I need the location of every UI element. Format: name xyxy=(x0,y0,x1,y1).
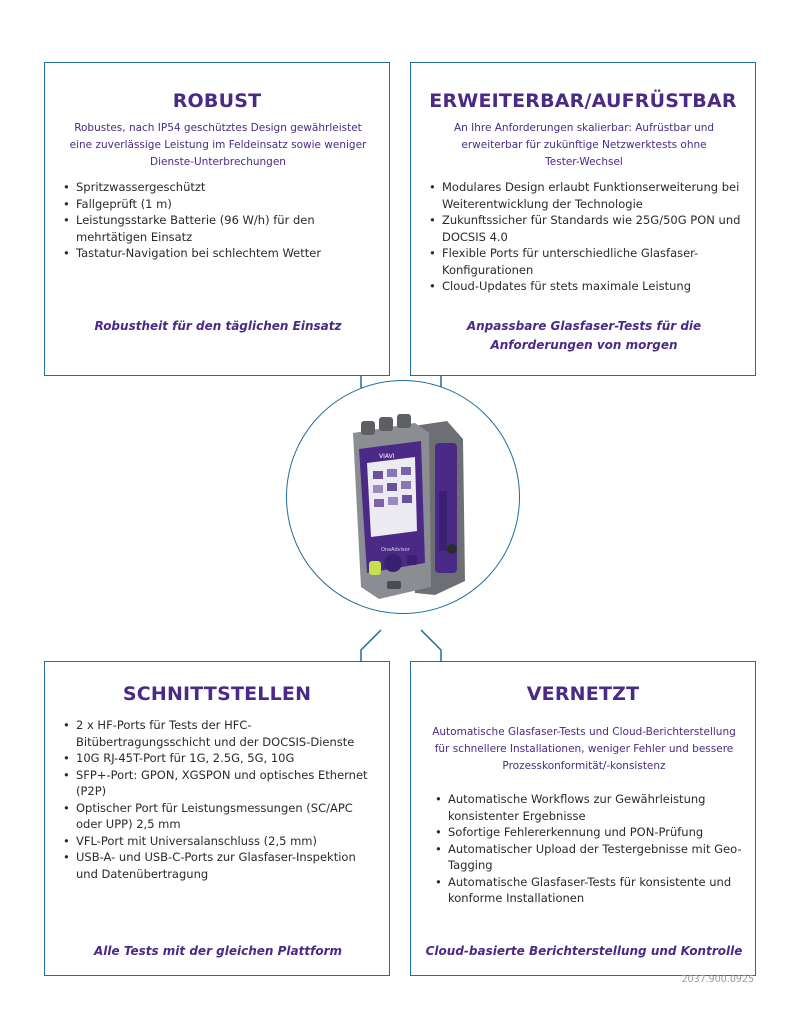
card-connected xyxy=(410,661,756,976)
subtitle-line: eine zuverlässige Leistung im Feldeinsatz sowie weniger xyxy=(69,139,367,151)
card-connected-subtitle xyxy=(419,724,749,775)
card-robust-subtitle xyxy=(59,120,377,171)
list-item: • USB-A- und USB-C-Ports zur Glasfaser-Inspektion und Datenübertragung xyxy=(63,849,381,882)
list-item: • Automatische Glasfaser-Tests für konsistente und konforme Installationen xyxy=(435,874,747,907)
tagline-line: Anpassbare Glasfaser-Tests für die xyxy=(466,319,702,333)
list-item: • Automatische Workflows zur Gewährleistung konsistenter Ergebnisse xyxy=(435,791,747,824)
list-item: • Modulares Design erlaubt Funktionserweiterung bei Weiterentwicklung der Technologie xyxy=(429,179,747,212)
list-item: • Zukunftssicher für Standards wie 25G/50G PON und DOCSIS 4.0 xyxy=(429,212,747,245)
card-robust-tagline: Robustheit für den täglichen Einsatz xyxy=(94,319,342,333)
document-number: 2037.900.0925 xyxy=(681,974,754,985)
card-expandable-tagline xyxy=(421,317,747,355)
list-item: • 2 x HF-Ports für Tests der HFC-Bitübertragungsschicht und der DOCSIS-Dienste xyxy=(63,717,381,750)
card-expandable xyxy=(410,62,756,376)
card-expandable-bullets xyxy=(429,179,747,295)
card-robust-bullets xyxy=(63,179,363,262)
subtitle-line: Prozesskonformität/-konsistenz xyxy=(502,760,666,772)
list-item: • Spritzwassergeschützt xyxy=(63,179,363,196)
card-interfaces-bullets xyxy=(63,717,381,882)
card-interfaces xyxy=(44,661,390,976)
subtitle-line: für schnellere Installationen, weniger Fehler und bessere xyxy=(434,743,734,755)
list-item: • SFP+-Port: GPON, XGSPON und optisches Ethernet (P2P) xyxy=(63,767,381,800)
list-item: • Cloud-Updates für stets maximale Leistung xyxy=(429,278,747,295)
subtitle-line: Robustes, nach IP54 geschütztes Design gewährleistet xyxy=(74,122,362,134)
list-item: • 10G RJ-45T-Port für 1G, 2.5G, 5G, 10G xyxy=(63,750,381,767)
device-circle xyxy=(286,380,520,614)
list-item: • Fallgeprüft (1 m) xyxy=(63,196,363,213)
list-item: • VFL-Port mit Universalanschluss (2,5 mm) xyxy=(63,833,381,850)
card-connected-bullets xyxy=(435,791,747,907)
device-brand-label: VIAVI xyxy=(379,453,395,460)
tagline-line: Anforderungen von morgen xyxy=(490,338,678,352)
card-robust xyxy=(44,62,390,376)
list-item: • Tastatur-Navigation bei schlechtem Wetter xyxy=(63,245,363,262)
card-robust-title: ROBUST xyxy=(172,90,262,112)
card-expandable-subtitle xyxy=(425,120,743,171)
device-screen-label: OneAdvisor xyxy=(381,547,410,553)
card-connected-title: VERNETZT xyxy=(526,683,640,705)
list-item: • Leistungsstarke Batterie (96 W/h) für den mehrtätigen Einsatz xyxy=(63,212,363,245)
subtitle-line: An Ihre Anforderungen skalierbar: Aufrüstbar und xyxy=(453,122,715,134)
card-interfaces-tagline: Alle Tests mit der gleichen Plattform xyxy=(94,944,342,958)
card-interfaces-title: SCHNITTSTELLEN xyxy=(122,683,312,705)
subtitle-line: Automatische Glasfaser-Tests und Cloud-Berichterstellung xyxy=(432,726,736,738)
handheld-tester-image xyxy=(287,381,521,615)
card-connected-tagline: Cloud-basierte Berichterstellung und Kontrolle xyxy=(425,944,743,958)
subtitle-line: Tester-Wechsel xyxy=(545,156,623,168)
subtitle-line: Dienste-Unterbrechungen xyxy=(150,156,286,168)
list-item: • Automatischer Upload der Testergebnisse mit Geo-Tagging xyxy=(435,841,747,874)
card-expandable-title: ERWEITERBAR/AUFRÜSTBAR xyxy=(429,90,737,112)
list-item: • Flexible Ports für unterschiedliche Glasfaser-Konfigurationen xyxy=(429,245,747,278)
list-item: • Optischer Port für Leistungsmessungen (SC/APC oder UPP) 2,5 mm xyxy=(63,800,381,833)
subtitle-line: erweiterbar für zukünftige Netzwerktests ohne xyxy=(461,139,707,151)
list-item: • Sofortige Fehlererkennung und PON-Prüfung xyxy=(435,824,747,841)
